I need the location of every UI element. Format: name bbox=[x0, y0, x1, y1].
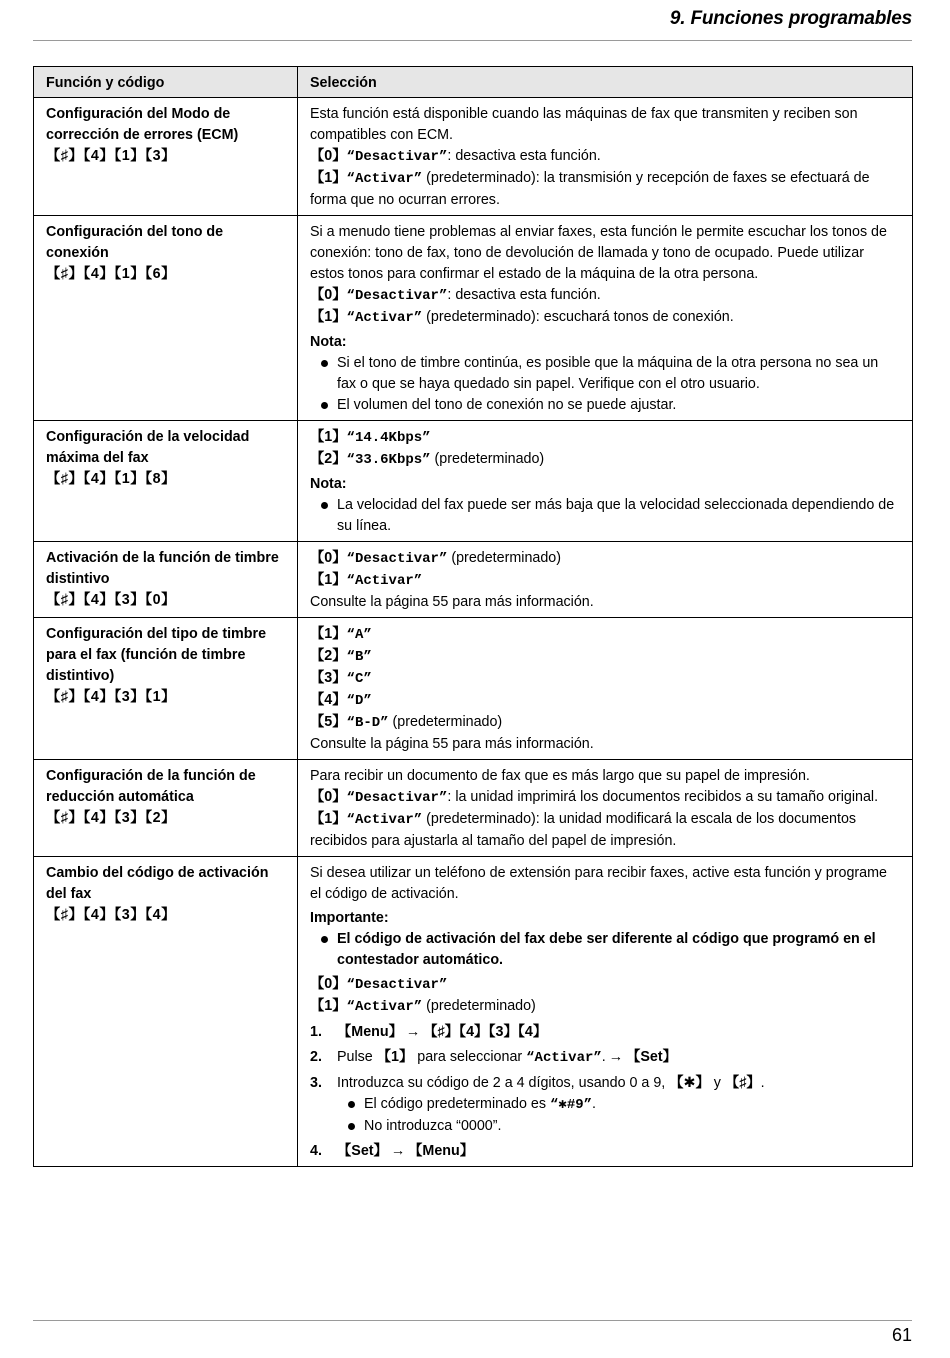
option-line bbox=[310, 570, 900, 592]
important-title: Importante: bbox=[310, 910, 389, 926]
option-line bbox=[310, 809, 900, 852]
option-line bbox=[310, 646, 900, 668]
table-row-ecm bbox=[34, 98, 913, 216]
function-code: 【♯】【4】【1】【3】 bbox=[46, 148, 176, 164]
option-text: (predeterminado) bbox=[422, 998, 536, 1014]
step-number: 4. bbox=[310, 1143, 322, 1159]
function-name-line: distintivo bbox=[46, 571, 110, 587]
page-footer bbox=[33, 1320, 912, 1345]
code-keys: 【♯】【4】【3】【4】 bbox=[423, 1024, 548, 1040]
option-value: “Desactivar” bbox=[346, 790, 448, 806]
step-text: El código predeterminado es bbox=[364, 1096, 550, 1112]
option-key: 【0】 bbox=[310, 976, 347, 992]
table-row-connection-tone bbox=[34, 216, 913, 421]
option-value: “14.4Kbps” bbox=[346, 430, 431, 446]
function-code: 【♯】【4】【3】【4】 bbox=[46, 907, 176, 923]
function-cell bbox=[34, 857, 298, 1167]
set-key: 【Set】 bbox=[626, 1049, 677, 1065]
page-reference: Consulte la página 55 para más información. bbox=[310, 736, 594, 752]
section-title: 9. Funciones programables bbox=[669, 8, 912, 29]
option-key: 【1】 bbox=[310, 998, 347, 1014]
hash-key: 【♯】 bbox=[724, 1075, 761, 1091]
note-item: Si el tono de timbre continúa, es posible que la máquina de la otra persona no sea un fax o que se haya quedado sin papel. Verifique con el otro usuario. bbox=[310, 353, 900, 395]
option-value: “Desactivar” bbox=[346, 149, 448, 165]
option-key: 【0】 bbox=[310, 550, 347, 566]
function-name-line: del fax bbox=[46, 886, 92, 902]
selection-cell bbox=[298, 760, 913, 857]
option-line bbox=[310, 712, 900, 734]
step-text: . bbox=[601, 1049, 606, 1065]
step-number: 2. bbox=[310, 1049, 322, 1065]
page-reference: Consulte la página 55 para más información. bbox=[310, 594, 594, 610]
function-code: 【♯】【4】【1】【6】 bbox=[46, 266, 176, 282]
option-value: “Desactivar” bbox=[346, 288, 448, 304]
step-number: 3. bbox=[310, 1075, 322, 1091]
option-line bbox=[310, 548, 900, 570]
step-sub-item bbox=[337, 1094, 900, 1116]
option-line bbox=[310, 449, 900, 471]
selection-cell bbox=[298, 542, 913, 618]
function-name-line: Configuración del tono de bbox=[46, 224, 224, 240]
option-text: (predeterminado): escuchará tonos de conexión. bbox=[422, 309, 734, 325]
option-line bbox=[310, 787, 900, 809]
function-cell bbox=[34, 618, 298, 760]
intro-text: Para recibir un documento de fax que es más largo que su papel de impresión. bbox=[310, 768, 810, 784]
option-value: “33.6Kbps” bbox=[346, 452, 431, 468]
option-key: 【3】 bbox=[310, 670, 347, 686]
selection-cell bbox=[298, 857, 913, 1167]
option-value: “Activar” bbox=[346, 171, 423, 187]
option-key: 【1】 bbox=[310, 572, 347, 588]
option-key: 【1】 bbox=[376, 1049, 414, 1065]
step-2 bbox=[310, 1047, 900, 1069]
arrow-right-icon: → bbox=[608, 1049, 624, 1065]
option-value: “Activar” bbox=[346, 812, 423, 828]
option-value: “A” bbox=[346, 627, 372, 643]
option-key: 【1】 bbox=[310, 309, 347, 325]
option-key: 【1】 bbox=[310, 811, 347, 827]
option-key: 【0】 bbox=[310, 287, 347, 303]
step-sub-item: No introduzca “0000”. bbox=[337, 1116, 900, 1137]
step-text: Introduzca su código de 2 a 4 dígitos, usando 0 a 9, bbox=[337, 1075, 670, 1091]
option-line bbox=[310, 624, 900, 646]
table-header-row bbox=[34, 67, 913, 98]
option-value: “Desactivar” bbox=[346, 551, 448, 567]
function-name-line: conexión bbox=[46, 245, 109, 261]
note-title: Nota: bbox=[310, 334, 347, 350]
function-code: 【♯】【4】【1】【8】 bbox=[46, 471, 176, 487]
function-name-line: distintivo) bbox=[46, 668, 115, 684]
option-key: 【2】 bbox=[310, 648, 347, 664]
column-header-selection: Selección bbox=[298, 67, 913, 98]
option-text: (predeterminado): la unidad modificará la escala de los documentos recibidos para ajustarla al tamaño del papel de impresión. bbox=[310, 811, 857, 849]
step-4 bbox=[310, 1141, 900, 1162]
function-cell bbox=[34, 216, 298, 421]
note-item: La velocidad del fax puede ser más baja que la velocidad seleccionada dependiendo de su línea. bbox=[310, 495, 900, 537]
function-cell bbox=[34, 542, 298, 618]
table-row-activation-code bbox=[34, 857, 913, 1167]
option-text: : desactiva esta función. bbox=[447, 148, 601, 164]
option-key: 【1】 bbox=[310, 429, 347, 445]
function-code: 【♯】【4】【3】【0】 bbox=[46, 592, 176, 608]
table-row-max-fax-speed bbox=[34, 421, 913, 542]
table-row-auto-reduction bbox=[34, 760, 913, 857]
option-key: 【0】 bbox=[310, 148, 347, 164]
option-text: (predeterminado) bbox=[447, 550, 562, 566]
column-header-function: Función y código bbox=[34, 67, 298, 98]
option-line bbox=[310, 307, 900, 329]
function-name-line: reducción automática bbox=[46, 789, 194, 805]
option-text: : desactiva esta función. bbox=[447, 287, 601, 303]
option-value: “Activar” bbox=[346, 573, 423, 589]
table-row-ring-type bbox=[34, 618, 913, 760]
option-value: “Desactivar” bbox=[346, 977, 448, 993]
option-line bbox=[310, 285, 900, 307]
option-value: “C” bbox=[346, 671, 372, 687]
option-value: “Activar” bbox=[526, 1050, 602, 1066]
step-text: . bbox=[592, 1096, 597, 1112]
function-name-line: Configuración del Modo de bbox=[46, 106, 231, 122]
step-1 bbox=[310, 1022, 900, 1043]
step-text: . bbox=[760, 1075, 765, 1091]
function-cell bbox=[34, 98, 298, 216]
option-line bbox=[310, 168, 900, 211]
page-number: 61 bbox=[891, 1325, 912, 1345]
function-cell bbox=[34, 760, 298, 857]
option-line bbox=[310, 427, 900, 449]
function-name-line: Configuración del tipo de timbre bbox=[46, 626, 267, 642]
option-line bbox=[310, 690, 900, 712]
option-value: “B-D” bbox=[346, 715, 389, 731]
function-name-line: para el fax (función de timbre bbox=[46, 647, 246, 663]
intro-text: Si a menudo tiene problemas al enviar faxes, esta función le permite escuchar los tonos de conexión: tono de fax, tono de devolución de llamada y tono de ocupado. Puede utilizar estos tonos para confirmar el estado de la máquina de la otra persona. bbox=[310, 224, 887, 282]
menu-key: 【Menu】 bbox=[408, 1143, 475, 1159]
option-value: “Activar” bbox=[346, 310, 423, 326]
set-key: 【Set】 bbox=[337, 1143, 388, 1159]
option-line bbox=[310, 974, 900, 996]
step-number: 1. bbox=[310, 1024, 322, 1040]
function-name-line: Configuración de la velocidad bbox=[46, 429, 250, 445]
option-value: “Activar” bbox=[346, 999, 423, 1015]
selection-cell bbox=[298, 421, 913, 542]
function-name-line: Cambio del código de activación bbox=[46, 865, 269, 881]
step-text: para seleccionar bbox=[413, 1049, 527, 1065]
option-line bbox=[310, 146, 900, 168]
function-code: 【♯】【4】【3】【2】 bbox=[46, 810, 176, 826]
option-text: (predeterminado) bbox=[388, 714, 503, 730]
menu-key: 【Menu】 bbox=[337, 1024, 403, 1040]
arrow-right-icon: → bbox=[390, 1143, 406, 1159]
option-value: “D” bbox=[346, 693, 372, 709]
selection-cell bbox=[298, 98, 913, 216]
option-text: (predeterminado): la transmisión y recepción de faxes se efectuará de forma que no ocurran errores. bbox=[310, 170, 870, 208]
option-key: 【1】 bbox=[310, 170, 347, 186]
option-key: 【0】 bbox=[310, 789, 347, 805]
function-name-line: Configuración de la función de bbox=[46, 768, 256, 784]
step-3 bbox=[310, 1073, 900, 1137]
option-key: 【1】 bbox=[310, 626, 347, 642]
default-code-value: “✱#9” bbox=[549, 1097, 593, 1113]
function-cell bbox=[34, 421, 298, 542]
option-line bbox=[310, 668, 900, 690]
selection-cell bbox=[298, 216, 913, 421]
intro-text: Esta función está disponible cuando las máquinas de fax que transmiten y reciben son compatibles con ECM. bbox=[310, 106, 858, 143]
option-key: 【4】 bbox=[310, 692, 347, 708]
option-text: : la unidad imprimirá los documentos recibidos a su tamaño original. bbox=[447, 789, 879, 805]
note-item: El volumen del tono de conexión no se puede ajustar. bbox=[310, 395, 900, 416]
function-name-line: Activación de la función de timbre bbox=[46, 550, 279, 566]
function-code: 【♯】【4】【3】【1】 bbox=[46, 689, 176, 705]
option-value: “B” bbox=[346, 649, 372, 665]
selection-cell bbox=[298, 618, 913, 760]
star-key: 【✱】 bbox=[669, 1075, 710, 1091]
step-text: Pulse bbox=[337, 1049, 377, 1065]
page-header bbox=[33, 0, 912, 41]
table-row-distinctive-ring bbox=[34, 542, 913, 618]
intro-text: Si desea utilizar un teléfono de extensión para recibir faxes, active esta función y programe el código de activación. bbox=[310, 865, 887, 902]
step-text: y bbox=[709, 1075, 725, 1091]
option-key: 【5】 bbox=[310, 714, 347, 730]
functions-table bbox=[33, 66, 913, 1167]
important-item: El código de activación del fax debe ser diferente al código que programó en el contestador automático. bbox=[310, 929, 900, 971]
option-line bbox=[310, 996, 900, 1018]
function-name-line: máxima del fax bbox=[46, 450, 149, 466]
note-title: Nota: bbox=[310, 476, 347, 492]
option-text: (predeterminado) bbox=[430, 451, 545, 467]
function-name-line: corrección de errores (ECM) bbox=[46, 127, 239, 143]
arrow-right-icon: → bbox=[405, 1024, 421, 1040]
option-key: 【2】 bbox=[310, 451, 347, 467]
